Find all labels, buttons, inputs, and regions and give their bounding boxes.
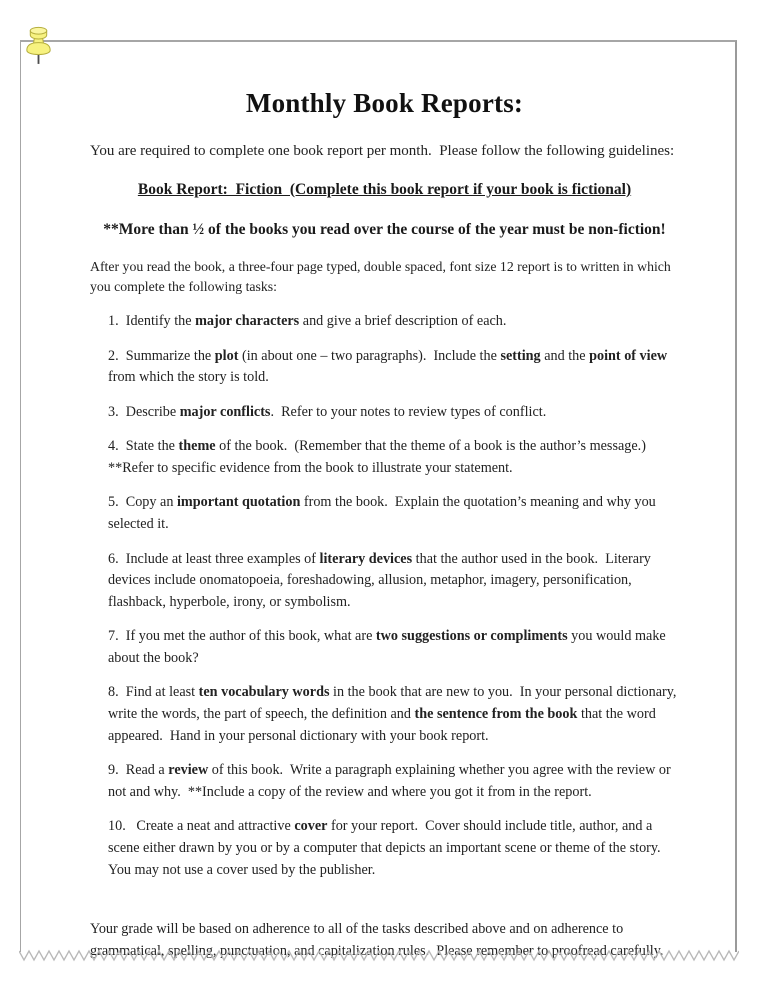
list-item xyxy=(108,816,682,881)
task-text-bold: two suggestions or compliments xyxy=(375,628,568,645)
fiction-heading: Book Report: Fiction (Complete this book report if your book is fictional) xyxy=(137,180,632,198)
torn-edge xyxy=(19,949,739,963)
task-text: of this book. Write a paragraph explaining whether you agree with the review or not and why. **Include a copy of the review and where you got it from in the report. xyxy=(108,762,675,800)
nonfiction-note: **More than ½ of the books you read over the course of the year must be non-fiction! xyxy=(103,220,666,238)
task-number: 4. xyxy=(108,438,126,455)
task-number: 7. xyxy=(108,628,126,645)
task-text: of the book. (Remember that the theme of a book is the author’s message.) **Refer to specific evidence from the book to illustrate your statement. xyxy=(108,438,654,476)
task-text: (in about one – two paragraphs). Include the xyxy=(238,347,501,364)
list-item xyxy=(108,492,682,535)
task-number: 2. xyxy=(108,347,126,364)
task-text-bold: review xyxy=(168,762,209,779)
task-text-bold: theme xyxy=(178,438,216,455)
task-text: you would make about the book? xyxy=(108,628,670,666)
task-text: . Refer to your notes to review types of conflict. xyxy=(270,403,547,420)
task-number: 10. xyxy=(108,818,133,835)
task-number: 5. xyxy=(108,494,126,511)
list-item xyxy=(108,760,682,803)
pushpin-icon xyxy=(23,26,54,67)
list-item xyxy=(108,436,682,479)
task-text: Include at least three examples of xyxy=(125,550,320,567)
task-text: and give a brief description of each. xyxy=(299,312,507,329)
task-text-bold: the sentence from the book xyxy=(414,706,578,723)
closing-paragraph: Your grade will be based on adherence to all of the tasks described above and on adherence to grammatical, spelling, punctuation, and capitalization rules. Please remember to proofread carefully. xyxy=(90,921,664,960)
list-item xyxy=(108,346,682,389)
task-text: Find at least xyxy=(125,684,199,701)
task-text-bold: ten vocabulary words xyxy=(198,684,330,701)
task-number: 6. xyxy=(108,550,126,567)
task-text-bold: cover xyxy=(294,818,328,835)
task-text-bold: important quotation xyxy=(176,494,301,511)
pushpin-needle xyxy=(38,54,40,64)
task-text: Create a neat and attractive xyxy=(132,818,295,835)
task-text-bold: literary devices xyxy=(319,550,413,567)
list-item xyxy=(108,682,682,747)
task-text: Describe xyxy=(125,403,180,420)
task-text: Summarize the xyxy=(125,347,215,364)
intro-paragraph: You are required to complete one book report per month. Please follow the following guidelines: xyxy=(90,143,675,159)
task-text: for your report. Cover should include title, author, and a scene either drawn by you or by a computer that depicts an important scene or theme of the story. You may not use a cover used by the publisher. xyxy=(108,818,668,878)
task-text: from which the story is told. xyxy=(108,347,671,386)
task-number: 9. xyxy=(108,762,126,779)
task-text: Read a xyxy=(125,762,169,779)
task-number: 3. xyxy=(108,403,126,420)
task-text-bold: point of view xyxy=(589,347,668,364)
task-text-bold: plot xyxy=(214,347,239,364)
list-item xyxy=(108,311,682,333)
list-item xyxy=(108,549,682,614)
task-text: and the xyxy=(540,347,590,364)
task-text: If you met the author of this book, what are xyxy=(125,628,376,645)
document-page xyxy=(20,40,737,960)
tasks-intro-paragraph: After you read the book, a three-four page typed, double spaced, font size 12 report is to written in which you complete the following tasks: xyxy=(90,258,675,295)
task-number: 1. xyxy=(108,312,126,329)
task-text: that the author used in the book. Literary devices include onomatopoeia, foreshadowing, allusion, metaphor, imagery, personification, flashback, hyperbole, irony, or symbolism. xyxy=(108,550,655,610)
task-text: Copy an xyxy=(125,494,177,511)
page-title: Monthly Book Reports: xyxy=(245,88,524,118)
task-number: 8. xyxy=(108,684,126,701)
task-text: Identify the xyxy=(125,312,196,329)
task-text-bold: setting xyxy=(500,347,541,364)
task-text: that the word appeared. Hand in your personal dictionary with your book report. xyxy=(108,706,660,744)
list-item xyxy=(108,402,682,424)
task-text: from the book. Explain the quotation’s meaning and why you selected it. xyxy=(108,494,660,533)
torn-edge-path xyxy=(19,951,739,960)
task-text-bold: major conflicts xyxy=(179,403,271,420)
task-list xyxy=(108,311,682,881)
list-item xyxy=(108,626,682,669)
task-text: State the xyxy=(125,438,179,455)
task-text-bold: major characters xyxy=(195,312,300,329)
task-text: in the book that are new to you. In your personal dictionary, write the words, the part of speech, the definition and xyxy=(108,684,681,723)
